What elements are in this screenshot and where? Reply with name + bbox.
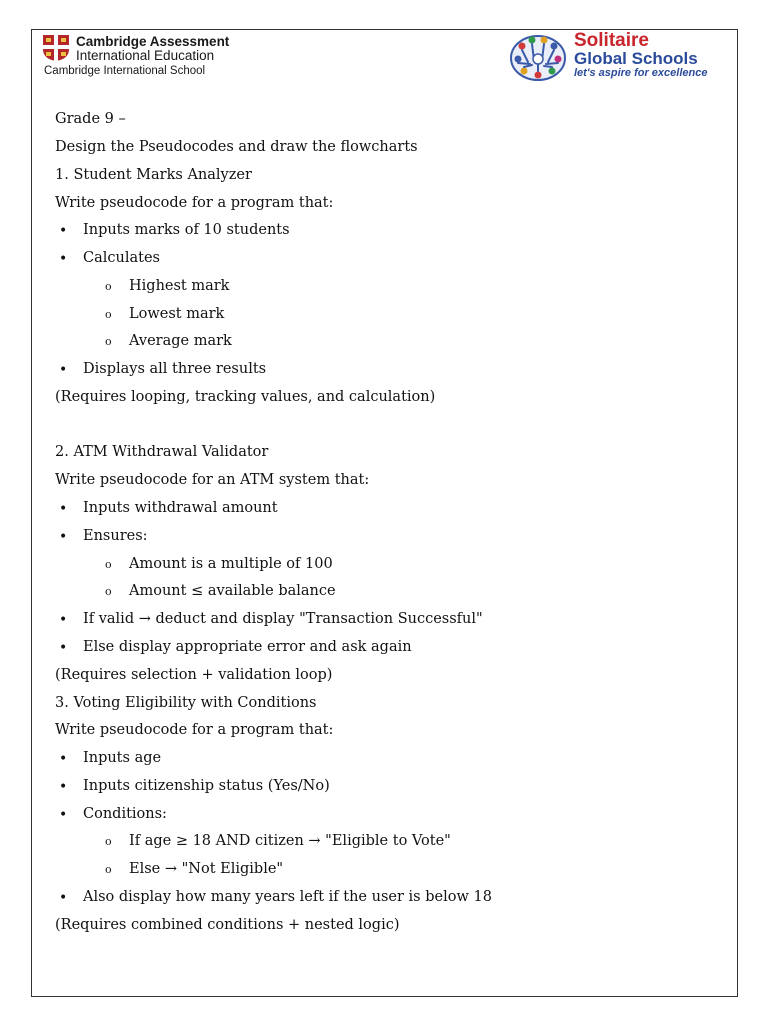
list-item: Inputs citizenship status (Yes/No) xyxy=(83,778,330,794)
solitaire-title: Solitaire xyxy=(574,30,649,51)
cambridge-title: Cambridge Assessment xyxy=(76,34,230,49)
sub-list-item: Amount ≤ available balance xyxy=(129,583,336,599)
list-item: If valid → deduct and display "Transaction Successful" xyxy=(83,611,483,627)
cambridge-school-name: Cambridge International School xyxy=(44,65,206,77)
bullet-marker: • xyxy=(59,890,68,906)
sub-bullet-marker: o xyxy=(105,308,112,321)
section-intro: Write pseudocode for a program that: xyxy=(55,722,334,738)
section-note: (Requires combined conditions + nested logic) xyxy=(55,917,400,933)
solitaire-tagline: let's aspire for excellence xyxy=(574,67,708,79)
list-item: Inputs withdrawal amount xyxy=(83,500,278,516)
cambridge-shield-icon xyxy=(42,34,70,62)
sub-list-item: Average mark xyxy=(129,333,232,349)
sub-list-item: If age ≥ 18 AND citizen → "Eligible to Vote" xyxy=(129,833,451,849)
sub-bullet-marker: o xyxy=(105,335,112,348)
solitaire-subtitle: Global Schools xyxy=(574,49,698,68)
section-note: (Requires looping, tracking values, and calculation) xyxy=(55,389,436,405)
bullet-marker: • xyxy=(59,807,68,823)
sub-list-item: Lowest mark xyxy=(129,306,225,322)
section-title: 3. Voting Eligibility with Conditions xyxy=(55,695,317,711)
cambridge-logo xyxy=(42,34,242,80)
cambridge-subtitle: International Education xyxy=(76,48,215,63)
section-intro: Write pseudocode for an ATM system that: xyxy=(55,472,370,488)
list-item: Calculates xyxy=(83,250,160,266)
list-item: Conditions: xyxy=(83,806,167,822)
children-circle-emblem-icon xyxy=(508,32,568,82)
bullet-marker: • xyxy=(59,779,68,795)
sub-bullet-marker: o xyxy=(105,835,112,848)
solitaire-logo xyxy=(508,30,730,82)
bullet-marker: • xyxy=(59,251,68,267)
bullet-marker: • xyxy=(59,612,68,628)
list-item: Inputs marks of 10 students xyxy=(83,222,290,238)
sub-bullet-marker: o xyxy=(105,280,112,293)
instruction-line: Design the Pseudocodes and draw the flowcharts xyxy=(55,139,418,155)
list-item: Inputs age xyxy=(83,750,162,766)
section-note: (Requires selection + validation loop) xyxy=(55,667,333,683)
bullet-marker: • xyxy=(59,751,68,767)
list-item: Ensures: xyxy=(83,528,148,544)
sub-bullet-marker: o xyxy=(105,585,112,598)
sub-bullet-marker: o xyxy=(105,558,112,571)
list-item: Else display appropriate error and ask again xyxy=(83,639,412,655)
list-item: Also display how many years left if the user is below 18 xyxy=(83,889,492,905)
bullet-marker: • xyxy=(59,362,68,378)
sub-list-item: Else → "Not Eligible" xyxy=(129,861,284,877)
sub-bullet-marker: o xyxy=(105,863,112,876)
sub-list-item: Amount is a multiple of 100 xyxy=(129,556,333,572)
section-intro: Write pseudocode for a program that: xyxy=(55,195,334,211)
grade-heading: Grade 9 – xyxy=(55,111,126,127)
sub-list-item: Highest mark xyxy=(129,278,230,294)
list-item: Displays all three results xyxy=(83,361,267,377)
bullet-marker: • xyxy=(59,529,68,545)
section-title: 2. ATM Withdrawal Validator xyxy=(55,444,269,460)
section-title: 1. Student Marks Analyzer xyxy=(55,167,252,183)
bullet-marker: • xyxy=(59,501,68,517)
bullet-marker: • xyxy=(59,223,68,239)
bullet-marker: • xyxy=(59,640,68,656)
